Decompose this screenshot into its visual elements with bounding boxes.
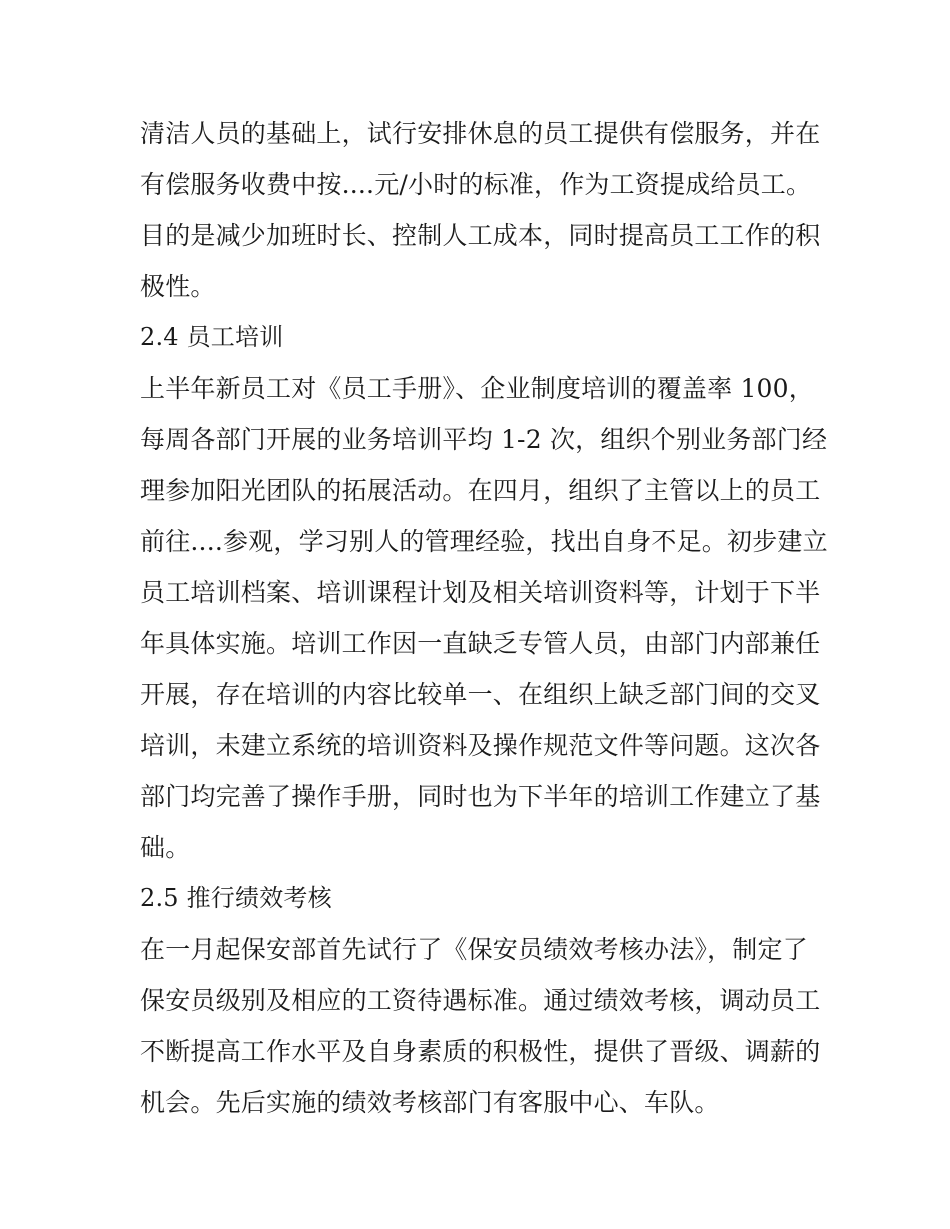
text-line: 目的是减少加班时长、控制人工成本，同时提高员工工作的积: [140, 221, 821, 250]
text-line: 不断提高工作水平及自身素质的积极性，提供了晋级、调薪的: [140, 1037, 821, 1066]
text-line: 在一月起保安部首先试行了《保安员绩效考核办法》，制定了: [140, 935, 808, 964]
section-heading-training: 2.4 员工培训: [140, 323, 284, 351]
text-line: 保安员级别及相应的工资待遇标准。通过绩效考核，调动员工: [140, 986, 821, 1015]
document-page: [140, 108, 828, 1128]
text-line: 部门均完善了操作手册，同时也为下半年的培训工作建立了基: [140, 782, 821, 811]
paragraph-rest-service: [140, 108, 820, 312]
text-line: 础。: [140, 833, 191, 862]
section-heading-performance: 2.5 推行绩效考核: [140, 884, 332, 912]
text-line: 理参加阳光团队的拓展活动。在四月，组织了主管以上的员工: [140, 476, 821, 505]
text-line: 开展，存在培训的内容比较单一、在组织上缺乏部门间的交叉: [140, 680, 821, 709]
text-line: 员工培训档案、培训课程计划及相关培训资料等，计划于下半: [140, 578, 821, 607]
paragraph-performance: [140, 924, 820, 1128]
paragraph-training: [140, 363, 828, 873]
text-line: 前往....参观，学习别人的管理经验，找出自身不足。初步建立: [140, 527, 828, 556]
text-line: 极性。: [140, 272, 216, 301]
text-line: 上半年新员工对《员工手册》、企业制度培训的覆盖率 100，: [140, 374, 814, 403]
text-line: 机会。先后实施的绩效考核部门有客服中心、车队。: [140, 1088, 720, 1117]
text-line: 有偿服务收费中按....元/小时的标准，作为工资提成给员工。: [140, 170, 812, 199]
text-line: 培训，未建立系统的培训资料及操作规范文件等问题。这次各: [140, 731, 821, 760]
text-line: 年具体实施。培训工作因一直缺乏专管人员，由部门内部兼任: [140, 629, 821, 658]
text-line: 每周各部门开展的业务培训平均 1-2 次，组织个别业务部门经: [140, 425, 828, 454]
text-line: 清洁人员的基础上，试行安排休息的员工提供有偿服务，并在: [140, 119, 821, 148]
